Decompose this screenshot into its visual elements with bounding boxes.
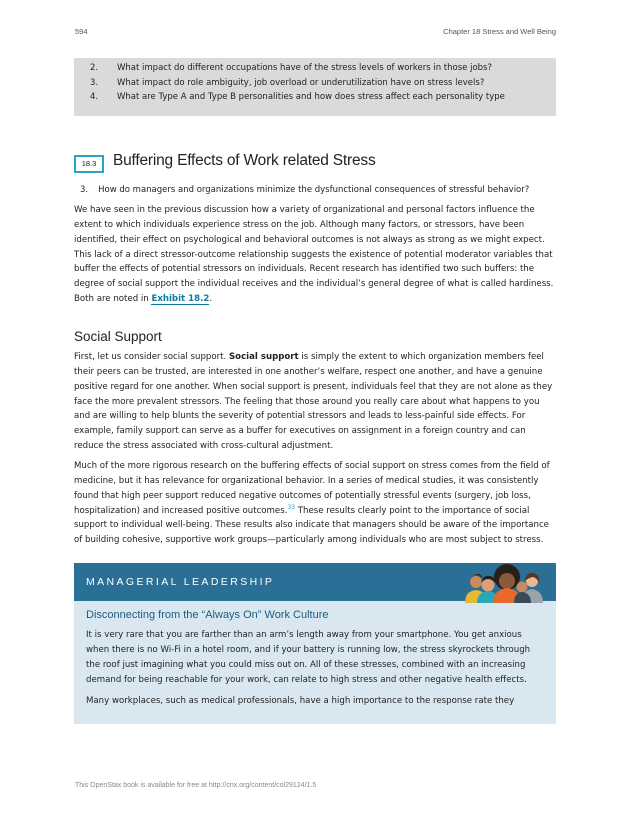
- question-number: 2.: [90, 63, 99, 73]
- feature-header: [74, 563, 556, 601]
- paragraph-text: is simply the extent to which organization members feel their peers can be trusted, are interested in one another’s welfare, respect one another, and have a genuine positive regard for one another. When social support is present, individuals feel that they are not alone as they face the more prevalent stressors. The feeling that those around you really care about what happens to you and are willing to help blunts the severity of potential stressors and leads to less-painful side effects. For example, family support can serve as a buffer for executives on assignment in a foreign country and can reduce the stress associated with cross-cultural adjustment.: [74, 352, 553, 452]
- chapter-title: Chapter 18 Stress and Well Being: [443, 27, 556, 36]
- feature-subtitle: Disconnecting from the “Always On” Work Culture: [86, 609, 329, 621]
- review-questions-list: [74, 58, 556, 105]
- exhibit-link[interactable]: Exhibit 18.2: [151, 294, 210, 305]
- social-support-paragraph-2: [74, 459, 558, 548]
- learning-objective: [80, 185, 529, 195]
- question-text: What are Type A and Type B personalities and how does stress affect each personality type: [117, 92, 505, 102]
- list-item: [90, 61, 556, 76]
- question-text: What impact do different occupations have of the stress levels of workers in those jobs?: [117, 63, 492, 73]
- key-term: Social support: [228, 352, 299, 362]
- feature-paragraph-2: Many workplaces, such as medical professionals, have a high importance to the response rate they: [86, 696, 515, 706]
- list-item: [90, 76, 556, 91]
- question-number: 3.: [90, 77, 99, 88]
- page-number: 594: [75, 27, 88, 36]
- section-number-badge: 18.3: [74, 155, 104, 173]
- people-icon: [462, 561, 546, 603]
- learning-objective-text: How do managers and organizations minimize the dysfunctional consequences of stressful behavior?: [98, 185, 530, 195]
- question-number: 4.: [90, 92, 99, 102]
- feature-paragraph-1: It is very rare that you are farther than an arm’s length away from your smartphone. You get anxious when there is no Wi-Fi in a hotel room, and if your battery is running low, the stress skyrockets through the roof just imagining what you could miss out on. All of these stresses, combined with an increasing demand for being reachable for your work, can relate to high stress and other negative health effects.: [86, 630, 531, 685]
- intro-paragraph: [74, 203, 558, 307]
- section-title: Buffering Effects of Work related Stress: [113, 152, 376, 169]
- intro-text: We have seen in the previous discussion how a variety of organizational and personal factors influence the extent to which individuals experience stress on the job. Although many factors, or stressors, have been identified, their effect on psychological and behavioral outcomes is not always as strong as we might expect. This lack of a direct stressor-outcome relationship suggests the existence of potential moderator variables that buffer the effects of potential stressors on individuals. Recent research has identified two such buffers: the degree of social support the individual receives and the individual’s general degree of what is called hardiness. Both are noted in: [74, 205, 554, 305]
- paragraph-text: First, let us consider social support.: [74, 352, 229, 362]
- intro-end: .: [209, 294, 213, 305]
- learning-objective-number: 3.: [80, 185, 89, 195]
- paragraph-text: These results clearly point to the importance of social support to individual well-being. These results also indicate that managers should be aware of the importance of building cohesive, supportive work groups—particularly among individuals who are most subject to stress.: [74, 505, 549, 546]
- social-support-paragraph-1: [74, 350, 558, 454]
- footnote-reference[interactable]: 33: [287, 503, 296, 511]
- social-support-heading: Social Support: [74, 329, 162, 344]
- managerial-leadership-feature: [74, 563, 556, 724]
- list-item: [90, 90, 556, 105]
- feature-label: MANAGERIAL LEADERSHIP: [86, 576, 275, 588]
- review-questions-box: [74, 58, 556, 116]
- question-text: What impact do role ambiguity, job overload or underutilization have on stress levels?: [117, 77, 485, 88]
- paragraph-text: Much of the more rigorous research on the buffering effects of social support on stress comes from the field of medicine, but it has relevance for organizational behavior. In a series of medical studies, it was consistently found that high peer support reduced negative outcomes of potentially stressful events (surgery, job loss, hospitalization) and increased positive outcomes.: [74, 461, 550, 516]
- footer-note: This OpenStax book is available for free at http://cnx.org/content/col29124/1.5: [75, 782, 317, 789]
